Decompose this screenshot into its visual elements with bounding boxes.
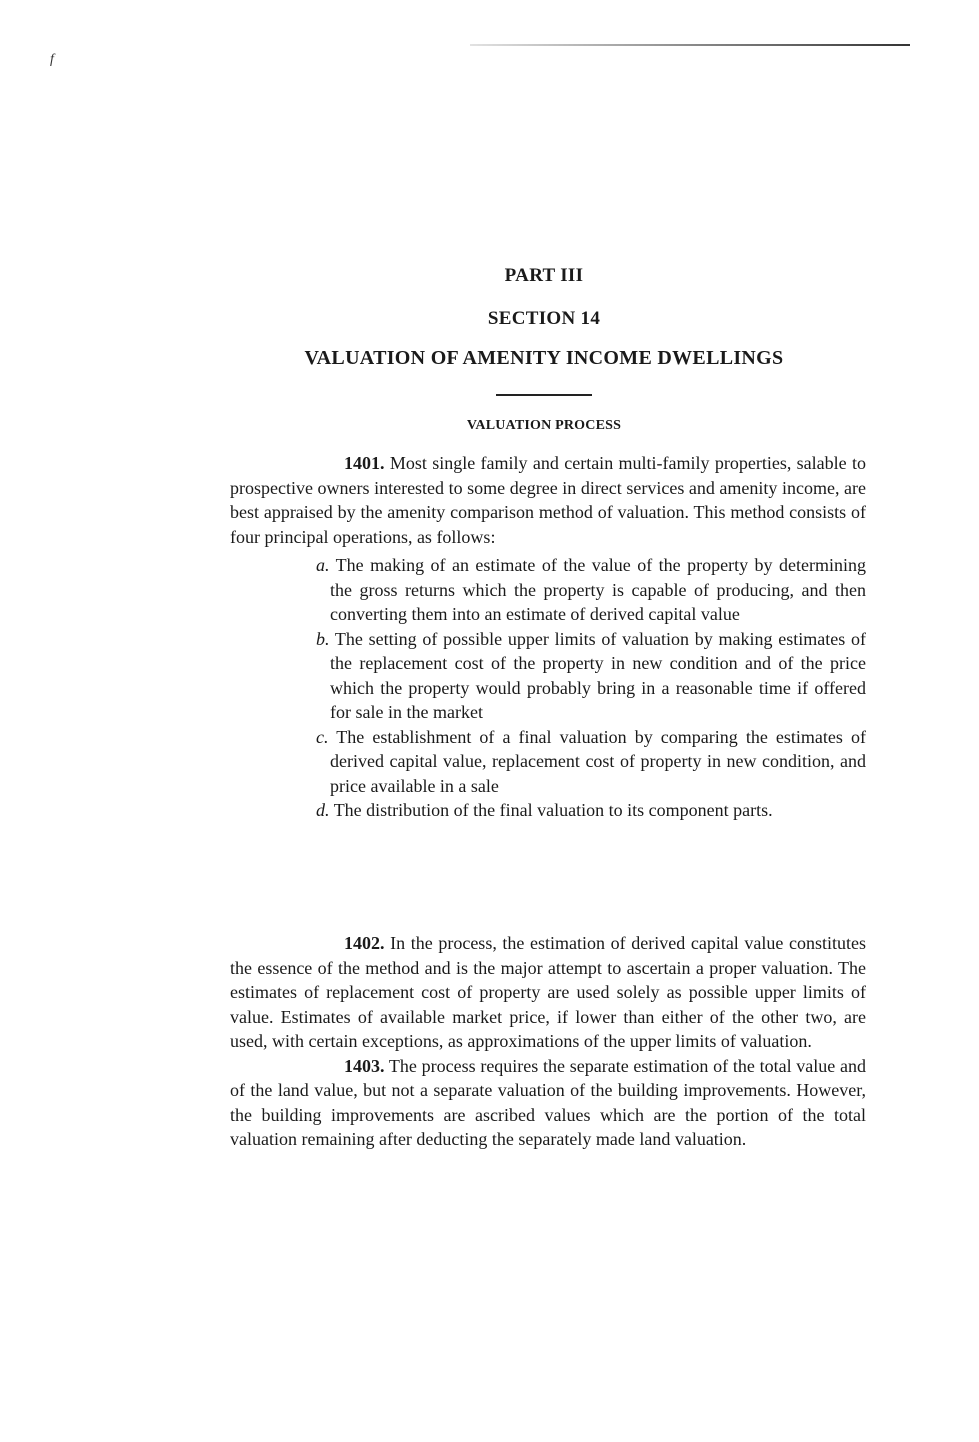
margin-mark: f (50, 52, 54, 67)
paragraph-number: 1401. (344, 453, 385, 473)
page-title: VALUATION OF AMENITY INCOME DWELLINGS (304, 347, 784, 369)
item-text: The making of an estimate of the value of the property by determining the gross returns which the property is capable of producing, and then converting them into an estimate of derived capital value (330, 555, 866, 624)
item-text: The setting of possible upper limits of valuation by making estimates of the replacement cost of the property in new condition and of the price which the property would probably bring in a reasonable time if offered for sale in the market (330, 628, 866, 722)
top-scan-rule (470, 44, 910, 46)
body-block-2 (230, 931, 866, 1152)
item-text: The establishment of a final valuation by comparing the estimates of derived capital value, replacement cost of property in new condition, and price available in a sale (330, 726, 866, 796)
item-letter: c. (316, 726, 329, 747)
list-item (230, 553, 866, 627)
list-item (230, 798, 866, 823)
body-block-1 (230, 451, 866, 833)
paragraph-text: In the process, the estimation of derived capital value constitutes the essence of the method and is the major attempt to ascertain a proper valuation. The estimates of replacement cost of property are used solely as possible upper limits of value. Estimates of available market price, if lower than either of the other two, are used, with certain exceptions, as approximations of the upper limits of valuation. (230, 933, 867, 1051)
subheading: VALUATION PROCESS (466, 418, 622, 433)
paragraph-text: The process requires the separate estimation of the total value and of the land value, but not a separate valuation of the building improvements. However, the building improvements are ascribed values which are the portion of the total valuation remaining after deducting the separately made land valuation. (230, 1055, 866, 1149)
item-letter: b. (316, 628, 330, 649)
list-item (230, 725, 866, 799)
paragraph-number: 1402. (344, 933, 385, 953)
item-letter: d. (316, 800, 330, 820)
section-heading: SECTION 14 (487, 308, 601, 329)
paragraph-number: 1403. (344, 1055, 385, 1076)
operations-list (230, 553, 866, 823)
item-letter: a. (316, 555, 330, 575)
paragraph-1401 (230, 451, 866, 549)
item-text: The distribution of the final valuation to its component parts. (333, 800, 773, 820)
paragraph-1403 (230, 1054, 866, 1152)
title-divider (496, 394, 592, 396)
part-heading: PART III (504, 265, 584, 286)
paragraph-text: Most single family and certain multi-family properties, salable to prospective owners interested to some degree in direct services and amenity income, are best appraised by the amenity comparison method of valuation. This method consists of four principal operations, as follows: (230, 453, 867, 547)
list-item (230, 627, 866, 725)
paragraph-1402 (230, 931, 866, 1054)
